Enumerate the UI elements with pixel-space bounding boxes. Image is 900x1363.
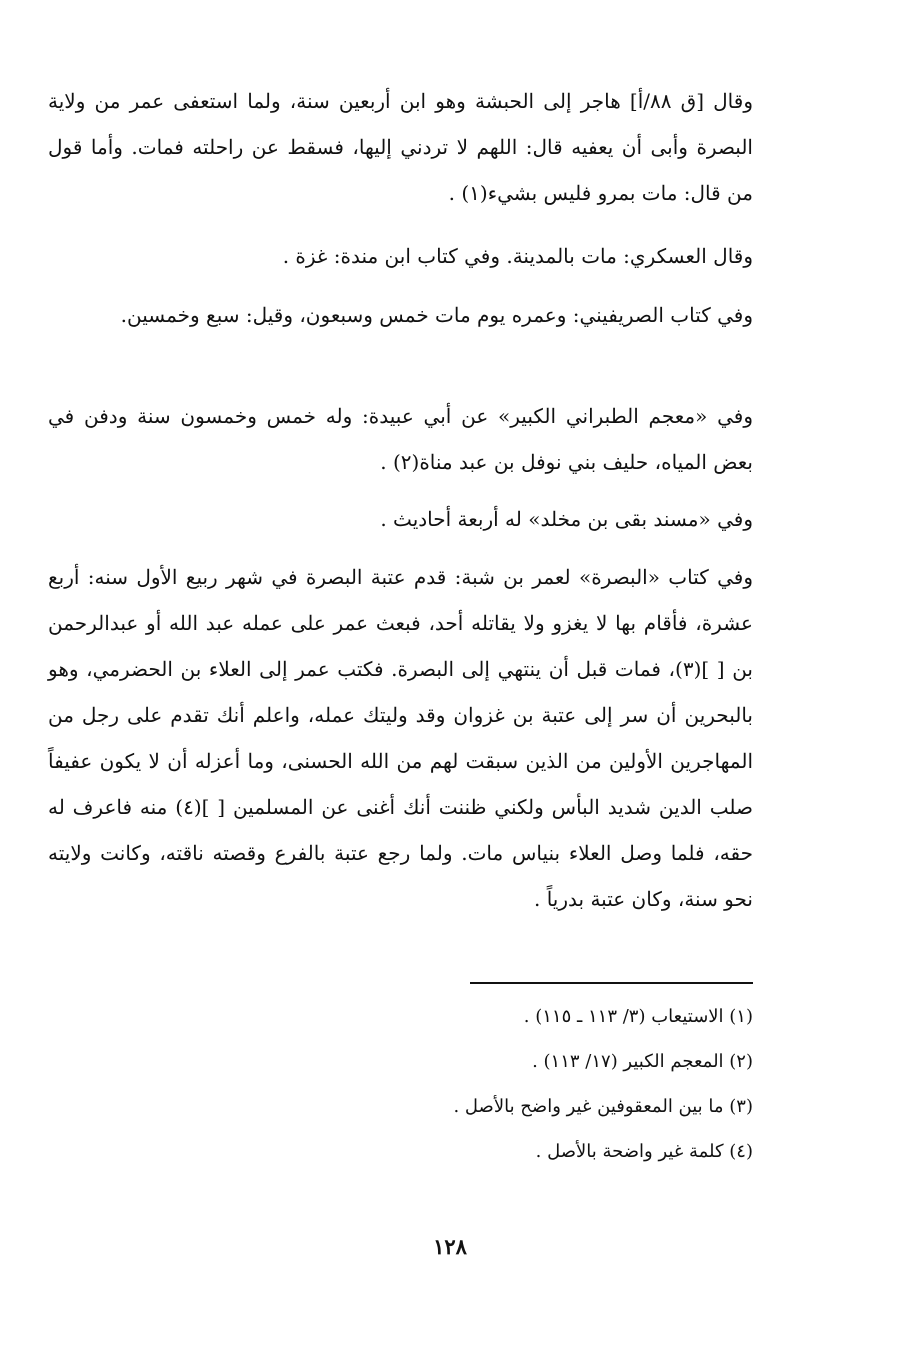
paragraph-text: وفي «مسند بقى بن مخلد» له أربعة أحاديث . [380, 507, 753, 531]
paragraph-text: وقال العسكري: مات بالمدينة. وفي كتاب ابن مندة: غزة . [282, 244, 753, 268]
body-paragraph-5 [48, 496, 753, 542]
footnotes-section [340, 994, 753, 1174]
body-paragraph-1 [48, 78, 753, 216]
body-paragraph-4 [48, 393, 753, 485]
paragraph-text: وفي كتاب الصريفيني: وعمره يوم مات خمس وسبعون، وقيل: سبع وخمسين. [120, 303, 753, 327]
footnote-4: (٤) كلمة غير واضحة بالأصل . [535, 1141, 753, 1162]
body-paragraph-2 [48, 233, 753, 279]
footnote-1: (١) الاستيعاب (٣/ ١١٣ ـ ١١٥) . [523, 1006, 753, 1027]
paragraph-text: وفي «معجم الطبراني الكبير» عن أبي عبيدة: وله خمس وخمسون سنة ودفن في بعض المياه، حليف بني نوفل بن عبد مناة(٢) . [48, 404, 753, 474]
paragraph-text: وقال [ق ٨٨/أ] هاجر إلى الحبشة وهو ابن أربعين سنة، ولما استعفى عمر من ولاية البصرة وأبى أن يعفيه قال: اللهم لا تردني إليها، فسقط عن راحلته فمات. وأما قول من قال: مات بمرو فليس بشيء(١) . [48, 89, 753, 205]
paragraph-text: وفي كتاب «البصرة» لعمر بن شبة: قدم عتبة البصرة في شهر ربيع الأول سنه: أربع عشرة، فأقام بها لا يغزو ولا يقاتله أحد، فبعث عمر على عمله عبد الله أو عبدالرحمن بن [ ](٣)، فمات قبل أن ينتهي إلى البصرة. فكتب عمر إلى العلاء بن الحضرمي، وهو بالبحرين أن سر إلى عتبة بن غزوان وقد وليتك عمله، واعلم أنك تقدم على رجل من المهاجرين الأولين من الذين سبقت لهم من الله الحسنى، وما أعزله أن لا يكون عفيفاً صلب الدين شديد البأس ولكني ظننت أنك أغنى عن المسلمين [ ](٤) منه فاعرف له حقه، فلما وصل العلاء بنياس مات. ولما رجع عتبة بالفرع وقصته ناقته، وكانت ولايته نحو سنة، وكان عتبة بدرياً . [48, 565, 753, 911]
footnote-divider [470, 982, 753, 984]
body-paragraph-3 [48, 292, 753, 338]
footnote-3: (٣) ما بين المعقوفين غير واضح بالأصل . [453, 1096, 753, 1117]
footnote-2: (٢) المعجم الكبير (١٧/ ١١٣) . [532, 1051, 753, 1072]
page-number: ١٢٨ [433, 1234, 467, 1259]
body-paragraph-6 [48, 554, 753, 922]
